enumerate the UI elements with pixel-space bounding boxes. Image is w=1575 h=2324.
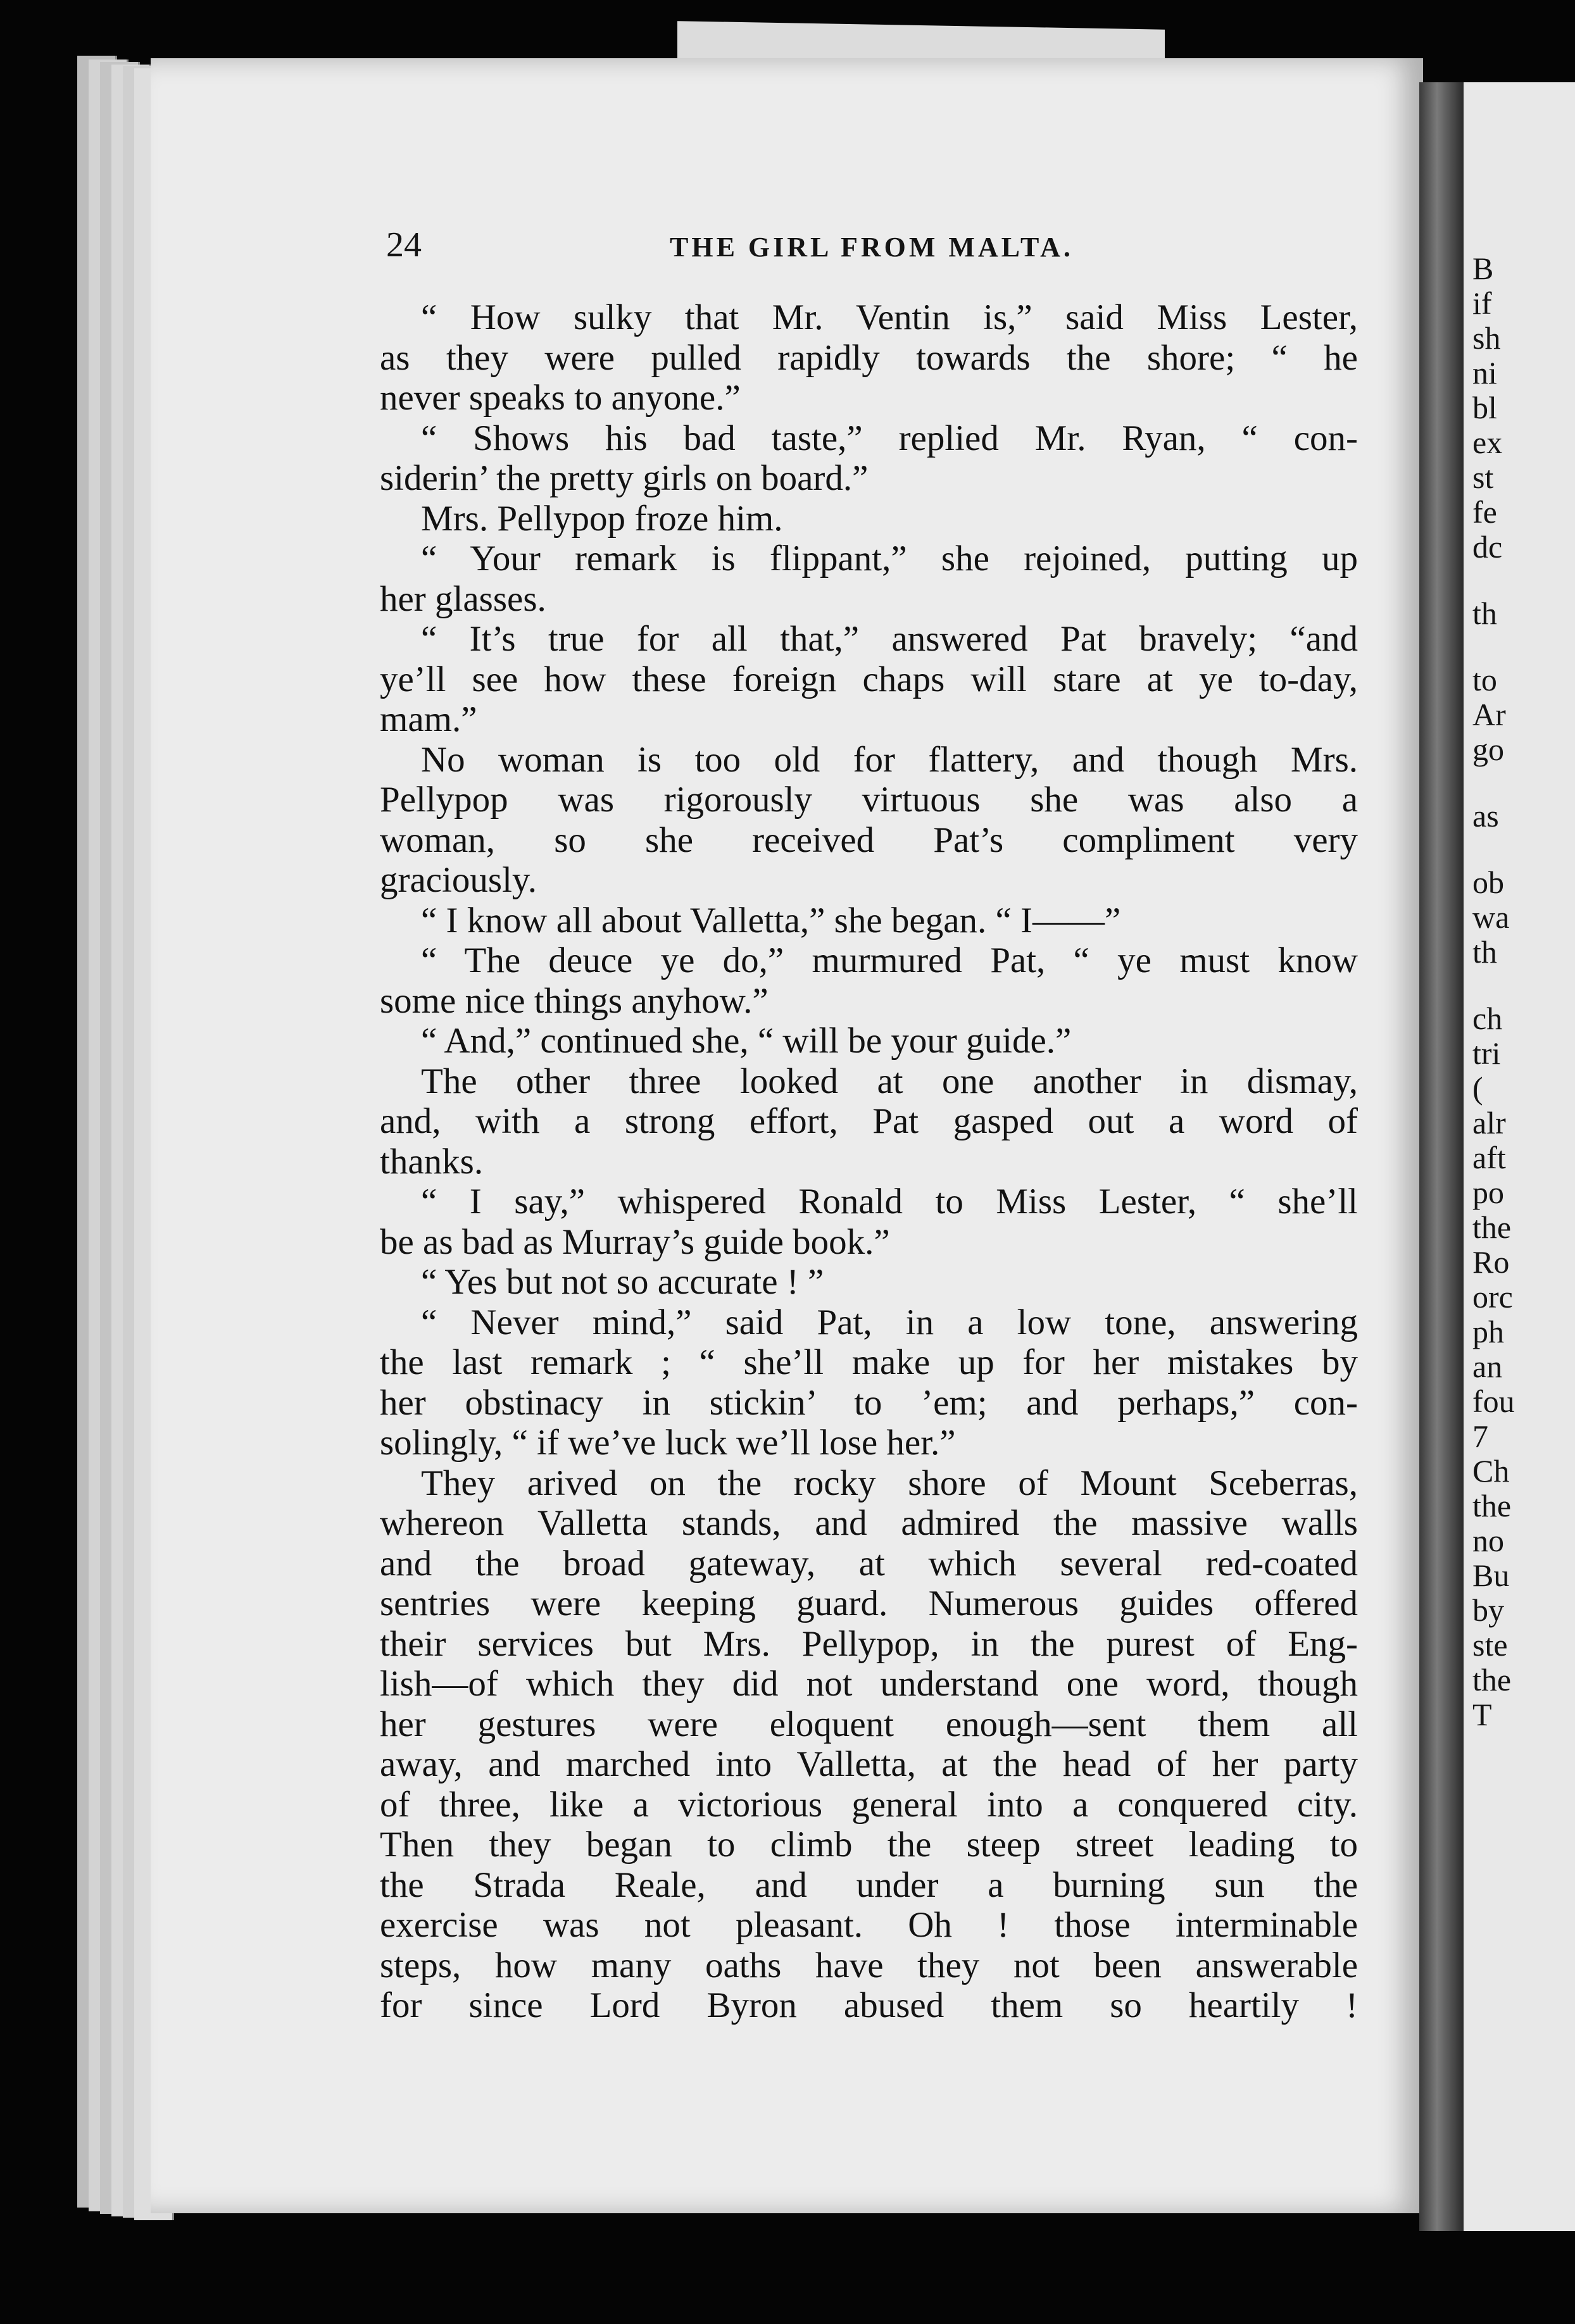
text-line: No woman is too old for flattery, and though Mrs. xyxy=(421,739,1358,780)
text-line: graciously. xyxy=(380,860,537,900)
text-line: Mrs. Pellypop froze him. xyxy=(421,498,783,539)
facing-page-fragment: bl xyxy=(1472,390,1497,425)
text-line: exercise was not pleasant. Oh ! those interminable xyxy=(380,1905,1358,1945)
facing-page-fragment: ni xyxy=(1472,355,1497,390)
text-line: “ It’s true for all that,” answered Pat bravely; “and xyxy=(421,619,1358,659)
facing-page-fragment: B xyxy=(1472,251,1494,286)
facing-page-fragment: ( xyxy=(1472,1070,1483,1106)
facing-page-fragment: th xyxy=(1472,934,1497,970)
book-gutter xyxy=(1419,82,1464,2231)
text-line: “ How sulky that Mr. Ventin is,” said Miss Lester, xyxy=(421,297,1358,337)
running-title: THE GIRL FROM MALTA. xyxy=(670,232,1074,263)
text-line: “ And,” continued she, “ will be your guide.” xyxy=(421,1021,1072,1061)
facing-page-fragment: dc xyxy=(1472,529,1503,565)
text-line: their services but Mrs. Pellypop, in the purest of Eng- xyxy=(380,1623,1358,1664)
facing-page-fragment: go xyxy=(1472,732,1504,767)
text-line: whereon Valletta stands, and admired the massive walls xyxy=(380,1503,1358,1543)
facing-page-fragment: alr xyxy=(1472,1105,1506,1140)
facing-page-fragment: aft xyxy=(1472,1140,1506,1175)
facing-page-fragment: tri xyxy=(1472,1035,1501,1071)
facing-page-fragment: ex xyxy=(1472,425,1503,460)
text-line: be as bad as Murray’s guide book.” xyxy=(380,1221,890,1262)
facing-page-fragment: ch xyxy=(1472,1001,1503,1036)
facing-page-fragment: ph xyxy=(1472,1314,1504,1349)
text-line: The other three looked at one another in dismay, xyxy=(421,1061,1358,1101)
text-line: her gestures were eloquent enough—sent them all xyxy=(380,1704,1358,1744)
text-line: ye’ll see how these foreign chaps will stare at ye to-day, xyxy=(380,659,1358,699)
text-line: and the broad gateway, at which several red-coated xyxy=(380,1543,1358,1584)
text-line: siderin’ the pretty girls on board.” xyxy=(380,458,869,498)
text-line: Pellypop was rigorously virtuous she was also a xyxy=(380,780,1358,820)
text-line: solingly, “ if we’ve luck we’ll lose her.” xyxy=(380,1423,956,1463)
facing-page-fragment: fou xyxy=(1472,1384,1515,1419)
text-line: never speaks to anyone.” xyxy=(380,378,741,418)
text-line: some nice things anyhow.” xyxy=(380,980,769,1021)
text-line: for since Lord Byron abused them so heartily ! xyxy=(380,1985,1358,2025)
page-number: 24 xyxy=(386,225,422,265)
facing-page-fragment: st xyxy=(1472,459,1494,495)
facing-page-fragment: T xyxy=(1472,1697,1492,1732)
facing-page-fragment: th xyxy=(1472,596,1497,631)
text-line: her glasses. xyxy=(380,578,546,619)
facing-page-fragment: by xyxy=(1472,1592,1504,1628)
facing-page-fragment: if xyxy=(1472,285,1492,321)
facing-page-fragment: orc xyxy=(1472,1279,1513,1315)
text-line: her obstinacy in stickin’ to ’em; and perhaps,” con- xyxy=(380,1382,1358,1423)
text-line: sentries were keeping guard. Numerous guides offered xyxy=(380,1584,1358,1623)
text-line: thanks. xyxy=(380,1141,484,1182)
text-line: the last remark ; “ she’ll make up for her mistakes by xyxy=(380,1342,1358,1382)
facing-page-fragment: sh xyxy=(1472,320,1501,356)
text-line: “ Yes but not so accurate ! ” xyxy=(421,1262,824,1302)
facing-page-fragment: no xyxy=(1472,1523,1504,1558)
facing-page-fragment: fe xyxy=(1472,494,1497,530)
text-line: They arived on the rocky shore of Mount Sceberras, xyxy=(421,1463,1358,1503)
text-line: “ I say,” whispered Ronald to Miss Lester, “ she’ll xyxy=(421,1182,1358,1221)
facing-page-fragment: the xyxy=(1472,1488,1512,1523)
text-line: Then they began to climb the steep street leading to xyxy=(380,1825,1358,1865)
facing-page xyxy=(1464,82,1575,2231)
text-line: of three, like a victorious general into a conquered city. xyxy=(380,1784,1358,1825)
text-line: away, and marched into Valletta, at the head of her party xyxy=(380,1744,1358,1784)
body-text xyxy=(380,297,1358,2026)
text-line: steps, how many oaths have they not been answerable xyxy=(380,1945,1358,1985)
facing-page-fragment: the xyxy=(1472,1662,1512,1697)
facing-page-fragment: wa xyxy=(1472,899,1510,935)
facing-page-fragment: 7 xyxy=(1472,1418,1488,1454)
text-line: “ The deuce ye do,” murmured Pat, “ ye must know xyxy=(421,940,1358,980)
text-line: the Strada Reale, and under a burning sun the xyxy=(380,1865,1358,1905)
facing-page-fragment: po xyxy=(1472,1175,1504,1210)
text-line: and, with a strong effort, Pat gasped out a word of xyxy=(380,1101,1358,1141)
text-line: as they were pulled rapidly towards the shore; “ he xyxy=(380,337,1358,378)
text-line: mam.” xyxy=(380,699,477,739)
facing-page-fragment: Ro xyxy=(1472,1244,1510,1280)
facing-page-fragment: as xyxy=(1472,798,1499,834)
text-line: woman, so she received Pat’s compliment very xyxy=(380,820,1358,860)
text-line: “ I know all about Valletta,” she began. “ I——” xyxy=(421,900,1121,940)
facing-page-fragment: an xyxy=(1472,1349,1503,1384)
facing-page-fragment: to xyxy=(1472,662,1497,697)
facing-page-fragment: the xyxy=(1472,1209,1512,1245)
facing-page-fragment: ste xyxy=(1472,1627,1508,1663)
facing-page-fragment: ob xyxy=(1472,865,1504,900)
facing-page-fragment: Bu xyxy=(1472,1558,1510,1593)
facing-page-fragment: Ch xyxy=(1472,1453,1510,1489)
text-line: “ Your remark is flippant,” she rejoined, putting up xyxy=(421,539,1358,578)
facing-page-fragment: Ar xyxy=(1472,697,1506,732)
text-line: “ Shows his bad taste,” replied Mr. Ryan, “ con- xyxy=(421,418,1358,458)
text-line: lish—of which they did not understand one word, though xyxy=(380,1664,1358,1704)
text-line: “ Never mind,” said Pat, in a low tone, answering xyxy=(421,1302,1358,1342)
